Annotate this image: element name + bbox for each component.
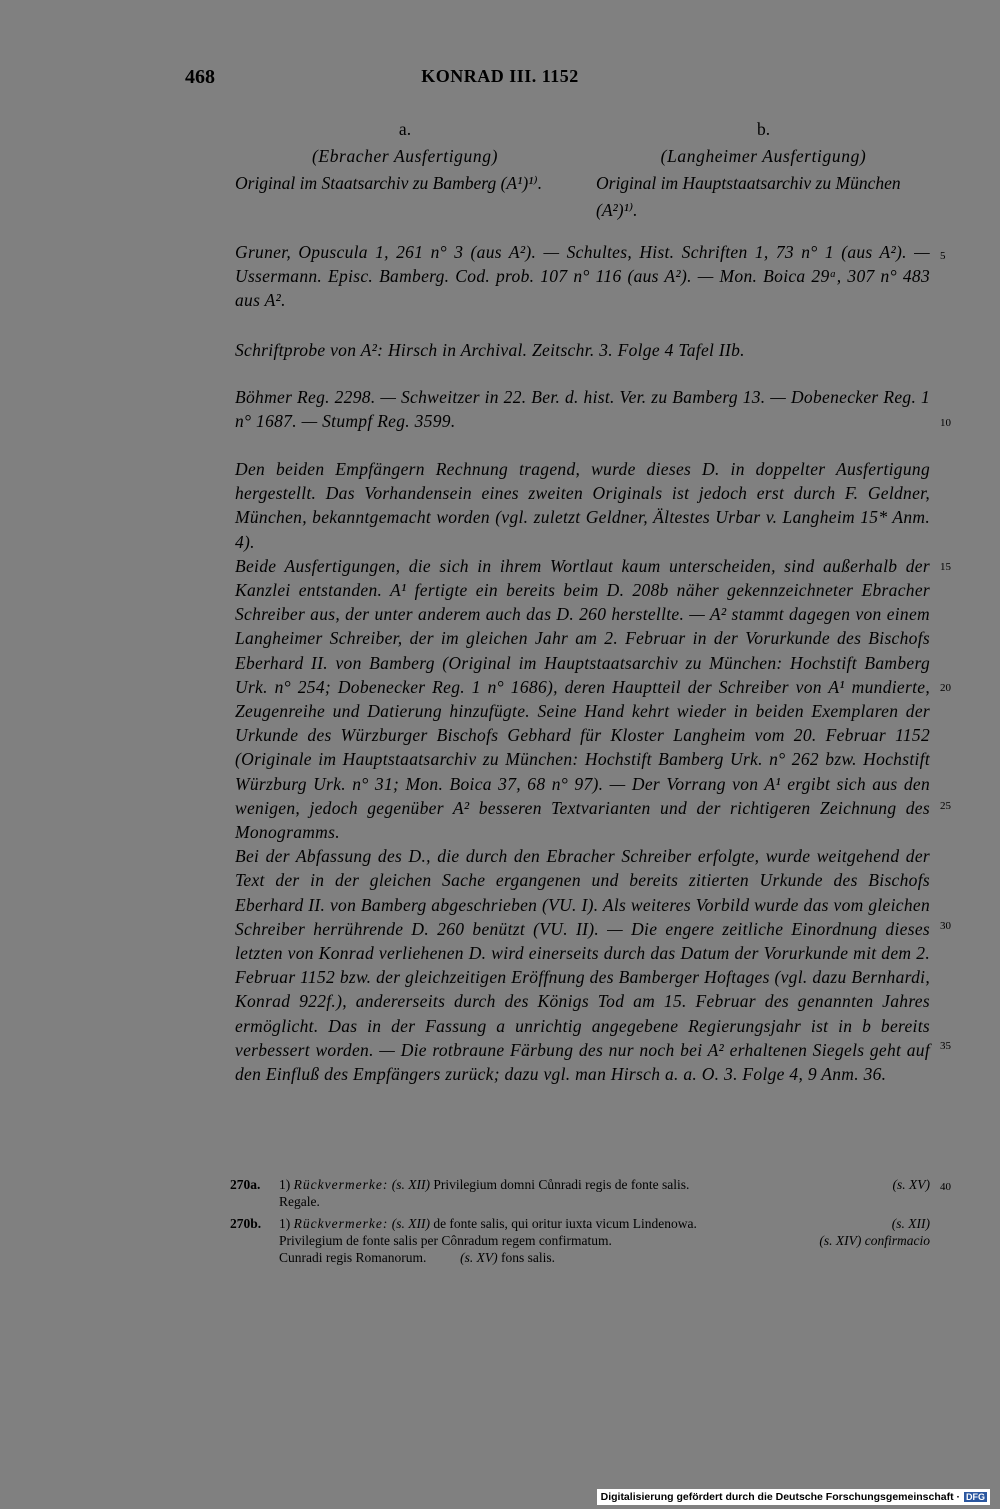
footnote-text: fons salis. <box>500 1250 555 1265</box>
footnote-id: 270b. <box>230 1216 262 1231</box>
running-title: KONRAD III. 1152 <box>421 66 579 86</box>
footnote-text: Regale. <box>279 1194 320 1209</box>
line-number: 5 <box>940 250 946 262</box>
footer-text: Digitalisierung gefördert durch die Deutsche Forschungsgemeinschaft · <box>600 1491 960 1503</box>
commentary-paragraph-1: Den beiden Empfängern Rechnung tragend, wurde dieses D. in doppelter Ausfertigung hergestellt. Das Vorhandensein eines zweiten Originals ist jedoch erst durch F. Geldner, München, bekanntgemacht worden (vgl. zuletzt Geldner, Ältestes Urbar v. Langheim 15* Anm. 4). <box>235 459 930 552</box>
column-a-label: (Ebracher Ausfertigung) <box>311 146 499 166</box>
column-b-letter: b. <box>756 119 771 139</box>
line-number: 30 <box>940 920 951 932</box>
line-number: 35 <box>940 1040 951 1052</box>
dfg-footer[interactable] <box>597 1489 990 1505</box>
footnote-number: 1) <box>279 1216 291 1231</box>
footnote-century: (s. XII) <box>391 1216 430 1231</box>
footnote-id: 270a. <box>230 1177 261 1192</box>
commentary-paragraph-3: Bei der Abfassung des D., die durch den Ebracher Schreiber erfolgte, wurde weitgehend der Text der in der gleichen Sache ergangenen und bereits zitierten Urkunde des Bischofs Eberhard II. von Bamberg abgeschrieben (VU. I). Als weiteres Vorbild wurde das vom gleichen Schreiber herrührende D. 260 benützt (VU. II). — Die engere zeitliche Einordnung dieses letzten von Konrad verliehenen D. wird einerseits durch das Datum der Vorurkunde mit dem 2. Februar 1152 bzw. der gleichzeitigen Eröffnung des Bamberger Hoftages (vgl. dazu Bernhardi, Konrad 922f.), andererseits durch des Königs Tod am 15. Februar des genannten Jahres ermöglicht. Das in der Fassung a unrichtig angegebene Regierungsjahr ist in b bereits verbessert worden. — Die rotbraune Färbung des nur noch bei A² erhaltenen Siegels geht auf den Einfluß des Empfängers zurück; dazu vgl. man Hirsch a. a. O. 3. Folge 4, 9 Anm. 36. <box>235 846 930 1085</box>
column-a-letter: a. <box>398 119 412 139</box>
line-number: 40 <box>940 1181 951 1193</box>
footnote-number: 1) <box>279 1177 291 1192</box>
line-number: 20 <box>940 682 951 694</box>
regesta-paragraph <box>235 385 930 433</box>
footnote-label: Rückvermerke: <box>293 1216 389 1231</box>
column-b <box>596 116 931 224</box>
footnote-century: (s. XV) <box>460 1250 498 1265</box>
regesta-text: Böhmer Reg. 2298. — Schweitzer in 22. Ber. d. hist. Ver. zu Bamberg 13. — Dobenecker Reg. 1 n° 1687. — Stumpf Reg. 3599. <box>235 387 930 432</box>
footnote-century: (s. XV) <box>892 1177 930 1192</box>
commentary <box>235 457 930 1086</box>
footnote-label: Rückvermerke: <box>293 1177 389 1192</box>
page-number: 468 <box>185 66 215 88</box>
footnote-century: (s. XII) <box>891 1216 930 1231</box>
footnote-text: Privilegium de fonte salis per Cônradum regem confirmatum. <box>279 1233 612 1248</box>
editions-text: Gruner, Opuscula 1, 261 n° 3 (aus A²). — Schultes, Hist. Schriften 1, 73 n° 1 (aus A²). — Ussermann. Episc. Bamberg. Cod. prob. 107 n° 116 (aus A²). — Mon. Boica 29ᵃ, 307 n° 483 aus A². <box>235 242 930 311</box>
column-b-original: Original im Hauptstaatsarchiv zu München (A²)¹⁾. <box>596 173 901 220</box>
footnote-text: Privilegium domni Cůnradi regis de fonte salis. <box>433 1177 690 1192</box>
facsimile-text: Schriftprobe von A²: Hirsch in Archival. Zeitschr. 3. Folge 4 Tafel IIb. <box>235 340 745 360</box>
dfg-logo-icon: DFG <box>966 1492 985 1502</box>
column-a <box>235 116 575 197</box>
footnote-century: (s. XIV) <box>819 1233 862 1248</box>
line-number: 25 <box>940 800 951 812</box>
footnote-century: (s. XII) <box>391 1177 430 1192</box>
footnote-text: Cunradi regis Romanorum. <box>279 1250 427 1265</box>
column-b-label: (Langheimer Ausfertigung) <box>660 146 867 166</box>
footnote-text: confirmacio <box>864 1233 930 1248</box>
footnote-text: de fonte salis, qui oritur iuxta vicum Lindenowa. <box>433 1216 697 1231</box>
line-number: 10 <box>940 417 951 429</box>
footnote-270a <box>230 1176 930 1210</box>
editions-paragraph <box>235 240 930 313</box>
line-number: 15 <box>940 561 951 573</box>
column-a-original: Original im Staatsarchiv zu Bamberg (A¹)¹⁾. <box>235 173 543 193</box>
footnote-270b <box>230 1215 930 1266</box>
facsimile-paragraph <box>235 338 930 362</box>
commentary-paragraph-2: Beide Ausfertigungen, die sich in ihrem Wortlaut kaum unterscheiden, sind außerhalb der Kanzlei entstanden. A¹ fertigte ein bereits beim D. 208b näher gekennzeichneter Ebracher Schreiber aus, der unter anderem auch das D. 260 herstellte. — A² stammt dagegen von einem Langheimer Schreiber, der im gleichen Jahr am 2. Februar in der Vorurkunde des Bischofs Eberhard II. von Bamberg (Original im Hauptstaatsarchiv zu München: Hochstift Bamberg Urk. n° 254; Dobenecker Reg. 1 n° 1686), deren Hauptteil der Schreiber von A¹ mundierte, Zeugenreihe und Datierung hinzufügte. Seine Hand kehrt wieder in beiden Exemplaren der Urkunde des Würzburger Bischofs Gebhard für Kloster Langheim vom 20. Februar 1152 (Originale im Hauptstaatsarchiv zu München: Hochstift Bamberg Urk. n° 262 bzw. Hochstift Würzburg Urk. n° 31; Mon. Boica 37, 68 n° 97). — Der Vorrang von A¹ ergibt sich aus den wenigen, jedoch gegenüber A² besseren Textvarianten und der richtigeren Zeichnung des Monogramms. <box>235 555 930 843</box>
